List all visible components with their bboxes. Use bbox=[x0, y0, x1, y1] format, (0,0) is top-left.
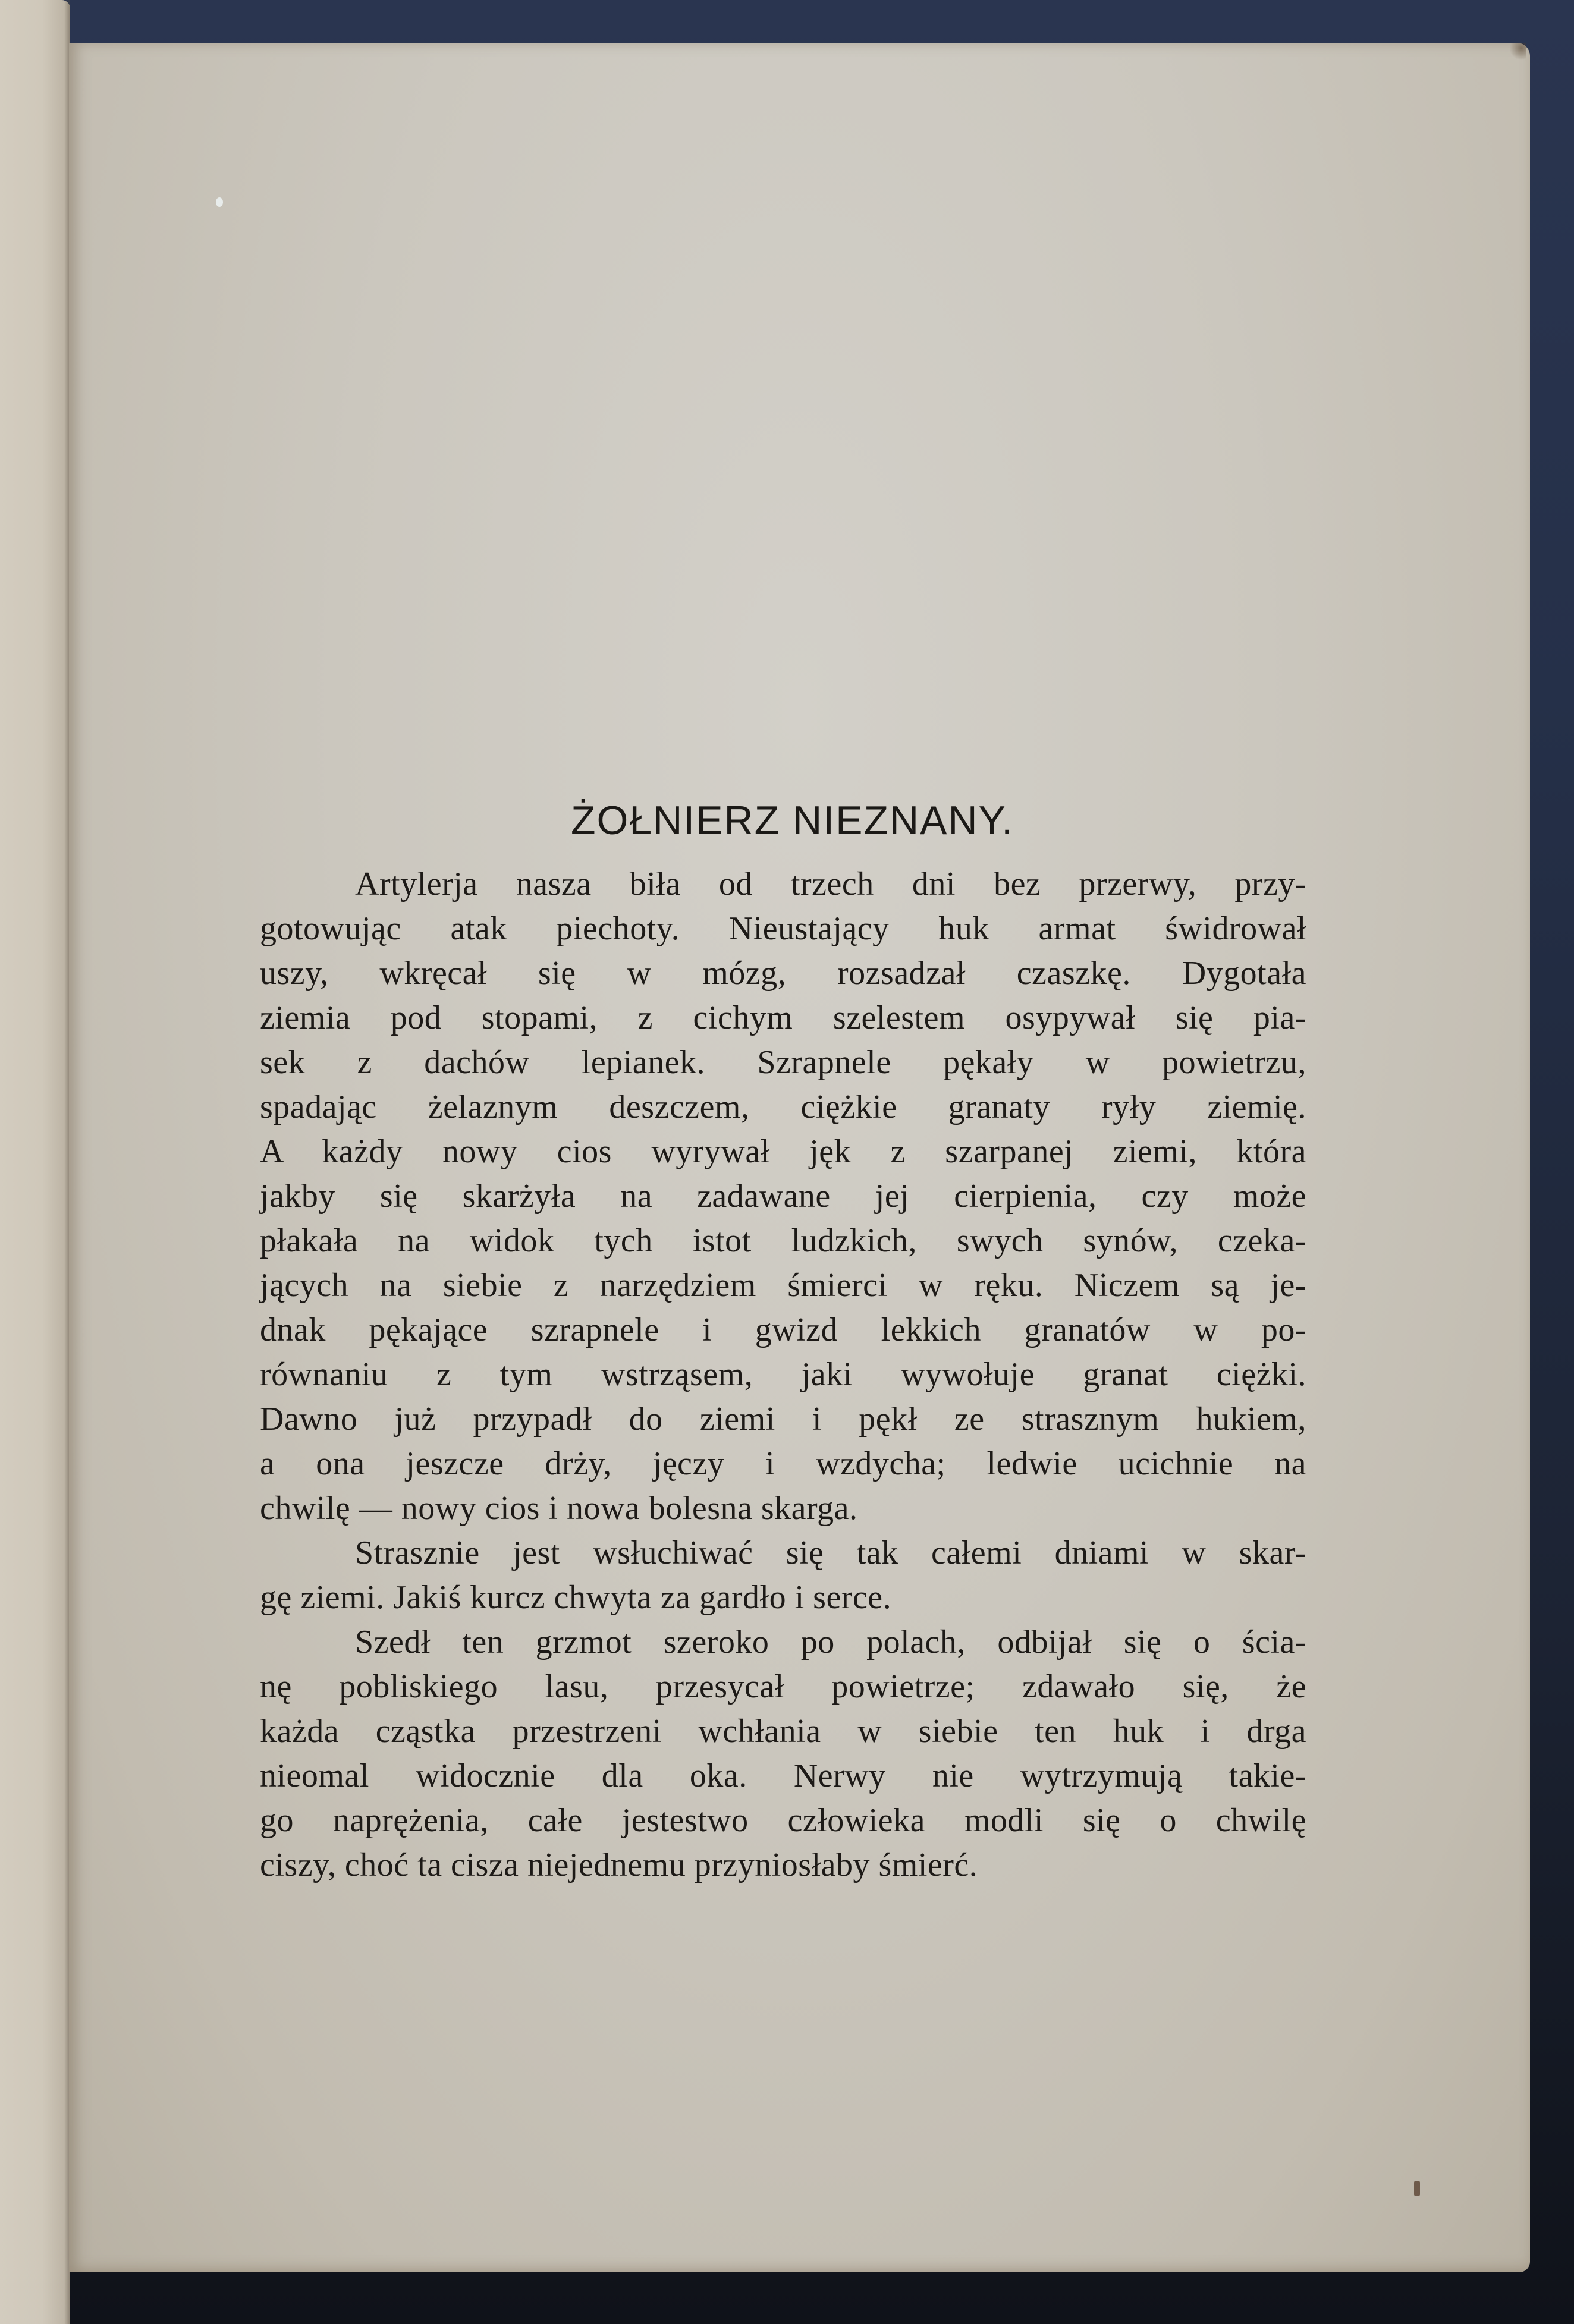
book-page bbox=[69, 43, 1530, 2272]
text-line: uszy, wkręcał się w mózg, rozsadzał czaszkę. Dygotała bbox=[260, 955, 1306, 992]
chapter-title: ŻOŁNIERZ NIEZNANY. bbox=[570, 797, 1014, 843]
paragraph bbox=[260, 1620, 1306, 1888]
text-line: nieomal widocznie dla oka. Nerwy nie wytrzymują takie- bbox=[260, 1757, 1306, 1794]
text-line: sek z dachów lepianek. Szrapnele pękały w powietrzu, bbox=[260, 1044, 1306, 1081]
text-line: płakała na widok tych istot ludzkich, swych synów, czeka- bbox=[260, 1222, 1306, 1259]
text-line: równaniu z tym wstrząsem, jaki wywołuje granat ciężki. bbox=[260, 1356, 1306, 1393]
paper-blemish bbox=[216, 197, 223, 207]
text-line: ziemia pod stopami, z cichym szelestem osypywał się pia- bbox=[260, 999, 1306, 1036]
text-line: jakby się skarżyła na zadawane jej cierpienia, czy może bbox=[260, 1178, 1306, 1215]
text-line: Szedł ten grzmot szeroko po polach, odbijał się o ścia- bbox=[355, 1624, 1306, 1661]
paper-stain bbox=[1414, 2181, 1420, 2196]
text-line: chwilę — nowy cios i nowa bolesna skarga. bbox=[260, 1490, 858, 1527]
text-line: Strasznie jest wsłuchiwać się tak całemi dniami w skar- bbox=[355, 1534, 1306, 1571]
paragraph bbox=[260, 862, 1306, 1531]
text-line: a ona jeszcze drży, jęczy i wzdycha; ledwie ucichnie na bbox=[260, 1445, 1306, 1482]
text-line: spadając żelaznym deszczem, ciężkie granaty ryły ziemię. bbox=[260, 1089, 1306, 1125]
text-line: gę ziemi. Jakiś kurcz chwyta za gardło i serce. bbox=[260, 1579, 892, 1616]
text-line: nę pobliskiego lasu, przesycał powietrze; zdawało się, że bbox=[260, 1668, 1306, 1705]
text-line: dnak pękające szrapnele i gwizd lekkich granatów w po- bbox=[260, 1312, 1306, 1348]
text-line: gotowując atak piechoty. Nieustający huk armat świdrował bbox=[260, 910, 1306, 947]
body-text bbox=[260, 862, 1306, 1888]
text-line: A każdy nowy cios wyrywał jęk z szarpanej ziemi, która bbox=[260, 1133, 1306, 1170]
text-line: go naprężenia, całe jestestwo człowieka modli się o chwilę bbox=[260, 1802, 1306, 1839]
text-line: Dawno już przypadł do ziemi i pękł ze strasznym hukiem, bbox=[260, 1401, 1306, 1438]
text-line: ciszy, choć ta cisza niejednemu przyniosłaby śmierć. bbox=[260, 1847, 978, 1883]
text-line: każda cząstka przestrzeni wchłania w siebie ten huk i drga bbox=[260, 1713, 1306, 1750]
facing-page-edge bbox=[0, 0, 70, 2324]
paragraph bbox=[260, 1531, 1306, 1620]
text-line: Artylerja nasza biła od trzech dni bez przerwy, przy- bbox=[355, 866, 1306, 902]
text-line: jących na siebie z narzędziem śmierci w ręku. Niczem są je- bbox=[260, 1267, 1306, 1304]
